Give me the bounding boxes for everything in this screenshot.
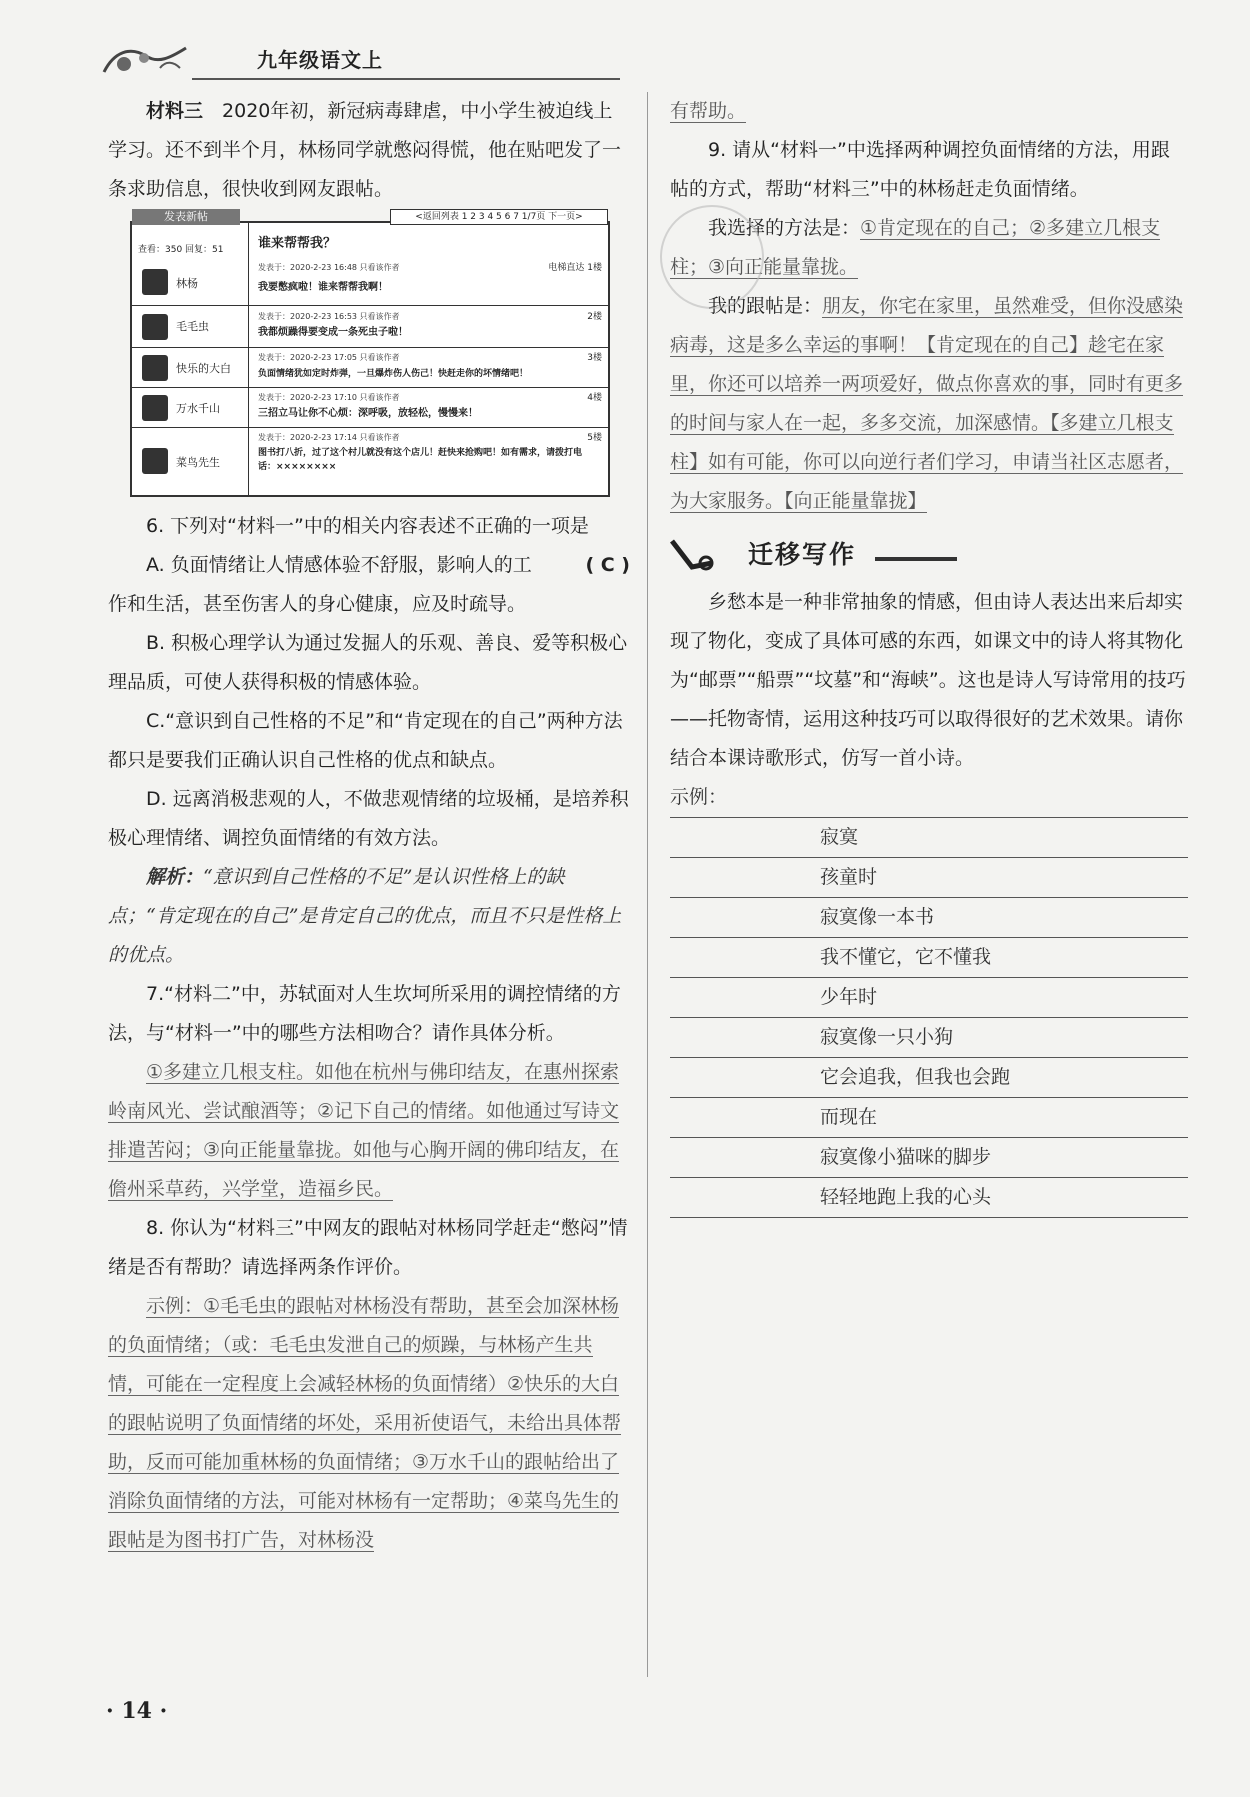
section-title: 迁移写作	[748, 540, 857, 569]
forum-pager: <返回列表 1 2 3 4 5 6 7 1/7页 下一页>	[390, 209, 608, 225]
forum-meta: 发表于：2020-2-23 16:48 只看该作者	[258, 263, 400, 272]
forum-row	[132, 427, 608, 494]
q6-option-b: B. 积极心理学认为通过发掘人的乐观、善良、爱等积极心理品质，可使人获得积极的情感体验。	[108, 632, 628, 693]
forum-username: 毛毛虫	[176, 320, 209, 333]
forum-floor: 3楼	[587, 353, 602, 363]
forum-username: 快乐的大白	[176, 362, 231, 375]
book-title: 九年级语文上	[257, 48, 383, 72]
forum-message: 我都烦躁得要变成一条死虫子啦！	[258, 327, 408, 338]
forum-screenshot	[130, 210, 610, 497]
q8-answer: 示例：①毛毛虫的跟帖对林杨没有帮助，甚至会加深林杨的负面情绪；（或：毛毛虫发泄自己的烦躁，与林杨产生共情，可能在一定程度上会减轻林杨的负面情绪）②快乐的大白的跟帖说明了负面情绪的坏处，采用祈使语气，未给出具体帮助，反而可能加重林杨的负面情绪；③万水千山的跟帖给出了消除负面情绪的方法，可能对林杨有一定帮助；④菜鸟先生的跟帖是为图书打广告，对林杨没	[108, 1295, 622, 1551]
poem-line: 寂寞像一只小狗	[670, 1018, 1188, 1058]
forum-meta: 发表于：2020-2-23 17:05 只看该作者	[258, 353, 400, 362]
forum-views: 查看：350 回复：51	[138, 245, 224, 255]
q9-stem: 9. 请从“材料一”中选择两种调控负面情绪的方法，用跟帖的方式，帮助“材料三”中的林杨赶走负面情绪。	[670, 139, 1170, 200]
q6-option-d: D. 远离消极悲观的人，不做悲观情绪的垃圾桶，是培养积极心理情绪、调控负面情绪的有效方法。	[108, 788, 629, 849]
left-column	[108, 92, 630, 1560]
q9-reply-label: 我的跟帖是：	[708, 295, 823, 317]
writing-prompt: 乡愁本是一种非常抽象的情感，但由诗人表达出来后却实现了物化，变成了具体可感的东西，如课文中的诗人将其物化为“邮票”“船票”“坟墓”和“海峡”。这也是诗人写诗常用的技巧——托物寄情，运用这种技巧可以取得很好的艺术效果。请你结合本课诗歌形式，仿写一首小诗。	[670, 591, 1186, 769]
page-number: · 14 ·	[106, 1698, 168, 1724]
forum-floor: 4楼	[587, 393, 602, 403]
column-divider	[647, 92, 648, 1677]
forum-meta: 发表于：2020-2-23 17:10 只看该作者	[258, 393, 400, 402]
poem-line: 轻轻地跑上我的心头	[670, 1178, 1188, 1218]
forum-row	[132, 257, 608, 305]
poem-line: 孩童时	[670, 858, 1188, 898]
decorative-logo-icon	[100, 38, 190, 82]
example-label: 示例：	[670, 778, 1188, 818]
forum-floor: 2楼	[587, 312, 602, 322]
forum-row	[132, 347, 608, 388]
forum-floor: 5楼	[587, 433, 602, 443]
poem-line: 它会追我，但我也会跑	[670, 1058, 1188, 1098]
section-hook-icon	[670, 537, 714, 573]
forum-message: 图书打八折，过了这个村儿就没有这个店儿！赶快来抢购吧！如有需求，请拨打电话：××××××××	[258, 448, 583, 472]
analysis-label: 解析：	[146, 866, 204, 888]
forum-meta: 发表于：2020-2-23 16:53 只看该作者	[258, 312, 400, 321]
poem-line: 而现在	[670, 1098, 1188, 1138]
forum-message: 负面情绪犹如定时炸弹，一旦爆炸伤人伤己！快赶走你的坏情绪吧！	[258, 369, 529, 379]
avatar	[142, 314, 168, 340]
forum-username: 菜鸟先生	[176, 456, 220, 469]
forum-topbar	[132, 209, 608, 225]
avatar	[142, 395, 168, 421]
q6-analysis: 解析：“意识到自己性格的不足”是认识性格上的缺点；“肯定现在的自己”是肯定自己的优点，而且不只是性格上的优点。	[108, 866, 622, 966]
q6-option-c: C.“意识到自己性格的不足”和“肯定现在的自己”两种方法都只是要我们正确认识自己性格的优点和缺点。	[108, 710, 623, 771]
q7-answer: ①多建立几根支柱。如他在杭州与佛印结友，在惠州探索岭南风光、尝试酿酒等；②记下自己的情绪。如他通过写诗文排遣苦闷；③向正能量靠拢。如他与心胸开阔的佛印结友，在儋州采草药，兴学堂，造福乡民。	[108, 1061, 620, 1200]
poem-line: 寂寞像一本书	[670, 898, 1188, 938]
q8-answer-continued: 有帮助。	[670, 100, 747, 122]
poem	[670, 818, 1188, 1218]
avatar	[142, 269, 168, 295]
forum-topic: 谁来帮帮我？	[258, 236, 337, 251]
page-header	[100, 38, 620, 82]
stamp-watermark	[660, 205, 764, 309]
q9-reply-answer: 朋友，你宅在家里，虽然难受，但你没感染病毒，这是多么幸运的事啊！【肯定现在的自己】趁宅在家里，你还可以培养一两项爱好，做点你喜欢的事，同时有更多的时间与家人在一起，多多交流，加深感情。【多建立几根支柱】如有可能，你可以向逆行者们学习，申请当社区志愿者，为大家服务。【向正能量靠拢】	[670, 295, 1184, 512]
material3-paragraph	[108, 92, 630, 209]
material3-label: 材料三	[146, 100, 204, 122]
section-heading	[670, 529, 1188, 579]
q7-stem: 7.“材料二”中，苏轼面对人生坎坷所采用的调控情绪的方法，与“材料一”中的哪些方法相吻合？请作具体分析。	[108, 983, 621, 1044]
q6-option-a: A. 负面情绪让人情感体验不舒服，影响人的工作和生活，甚至伤害人的身心健康，应及时疏导。	[108, 554, 532, 615]
material3-text: 2020年初，新冠病毒肆虐，中小学生被迫线上学习。还不到半个月，林杨同学就憋闷得慌，他在贴吧发了一条求助信息，很快收到网友跟帖。	[108, 100, 622, 200]
section-bar	[875, 557, 957, 561]
q9-reply	[670, 287, 1188, 521]
forum-message: 三招立马让你不心烦：深呼吸，放轻松，慢慢来！	[258, 408, 478, 419]
forum-row	[132, 387, 608, 428]
q9-method-answer: ①肯定现在的自己；②多建立几根支柱；③向正能量靠拢。	[670, 217, 1161, 278]
header-rule	[192, 78, 620, 80]
forum-meta: 发表于：2020-2-23 17:14 只看该作者	[258, 433, 400, 442]
poem-line: 少年时	[670, 978, 1188, 1018]
forum-username: 林杨	[176, 277, 198, 290]
forum-floor: 电梯直达 1楼	[548, 263, 602, 273]
poem-line: 寂寞像小猫咪的脚步	[670, 1138, 1188, 1178]
q6-stem: 6. 下列对“材料一”中的相关内容表述不正确的一项是 ( C )	[108, 507, 630, 546]
avatar	[142, 448, 168, 474]
post-new-button: 发表新帖	[132, 209, 240, 225]
poem-line: 我不懂它，它不懂我	[670, 938, 1188, 978]
avatar	[142, 355, 168, 381]
forum-row	[132, 305, 608, 348]
forum-username: 万水千山	[176, 402, 220, 415]
q6-answer: ( C )	[585, 554, 630, 576]
q8-stem: 8. 你认为“材料三”中网友的跟帖对林杨同学赶走“憋闷”情绪是否有帮助？请选择两条作评价。	[108, 1217, 628, 1278]
poem-line: 寂寞	[670, 818, 1188, 858]
q9-method-label: 我选择的方法是：	[708, 217, 861, 239]
forum-message: 我要憋疯啦！谁来帮帮我啊！	[258, 282, 388, 293]
